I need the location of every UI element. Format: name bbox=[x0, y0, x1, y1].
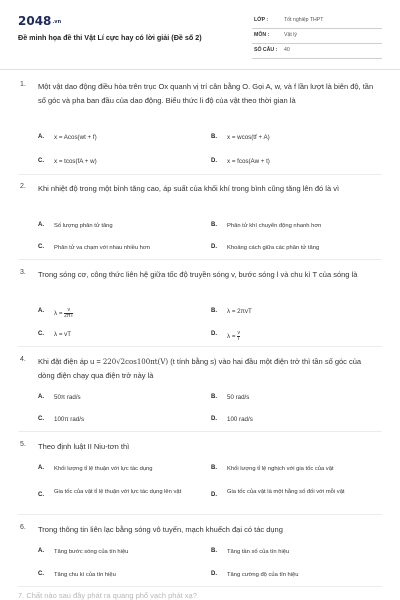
option-letter: D. bbox=[211, 571, 217, 577]
question-divider bbox=[18, 514, 382, 515]
question-text-part: Khi đặt điện áp u = bbox=[38, 357, 103, 366]
option-text: Tăng cường độ của tín hiệu bbox=[227, 572, 299, 578]
meta-key: MÔN : bbox=[254, 32, 270, 38]
option-letter: D. bbox=[211, 244, 217, 250]
option-text: 100π rad/s bbox=[54, 416, 85, 423]
document-title: Đề minh họa đề thi Vật Lí cực hay có lời giải (Đề số 2) bbox=[18, 33, 202, 42]
option-text: Tăng chu kì của tín hiệu bbox=[54, 572, 116, 578]
fraction-denominator: T bbox=[237, 336, 241, 342]
logo-main: 2048 bbox=[18, 14, 52, 28]
header-divider bbox=[0, 69, 400, 70]
question-divider bbox=[18, 259, 382, 260]
option-text: Khoảng cách giữa các phân tử tăng bbox=[227, 245, 320, 251]
question-divider bbox=[18, 431, 382, 432]
option-text: Phân tử va chạm với nhau nhiều hơn bbox=[54, 245, 150, 251]
option-letter: B. bbox=[211, 548, 217, 554]
option-formula bbox=[54, 308, 204, 319]
meta-key: SỐ CÂU : bbox=[254, 47, 278, 53]
question-divider bbox=[18, 586, 382, 587]
question-text bbox=[38, 355, 378, 383]
question-number: 1. bbox=[20, 81, 26, 88]
option-text: x = Acos(wt + f) bbox=[54, 134, 97, 141]
question-text: Một vật dao động điều hòa trên trục Ox quanh vị trí cân bằng O. Gọi A, w, và f lần lượt là biên độ, tần số góc và pha ban đầu của dao động. Biểu thức li độ của vật theo thời gian là bbox=[38, 82, 374, 105]
option-letter: C. bbox=[38, 571, 44, 577]
fraction-numerator: v bbox=[237, 330, 240, 336]
option-letter: C. bbox=[38, 416, 44, 422]
option-text: λ = 2πvT bbox=[227, 308, 252, 315]
option-letter: D. bbox=[211, 331, 217, 337]
question-text-part: (t tính bằng s) vào hai đầu một điện trở thì tần số góc của dòng điện chạy qua điện trở này là bbox=[38, 357, 362, 380]
option-letter: B. bbox=[211, 465, 217, 471]
option-text: λ = vT bbox=[54, 331, 72, 338]
option-text: Tăng tần số của tín hiệu bbox=[227, 549, 290, 555]
site-logo[interactable] bbox=[18, 14, 61, 28]
meta-value: Tốt nghiệp THPT bbox=[284, 17, 324, 23]
option-text: Khối lượng tỉ lệ thuận với lực tác dụng bbox=[54, 466, 153, 472]
option-text: 50π rad/s bbox=[54, 394, 81, 401]
option-text: x = wcos(tf + A) bbox=[227, 134, 270, 141]
logo-sub: .vn bbox=[52, 18, 62, 25]
option-letter: C. bbox=[38, 158, 44, 164]
fraction-numerator: v bbox=[67, 307, 71, 313]
option-letter: B. bbox=[211, 222, 217, 228]
question-text: Trong sóng cơ, công thức liên hệ giữa tốc độ truyền sóng v, bước sóng l và chu kì T của sóng là bbox=[38, 270, 358, 279]
formula-prefix: λ = bbox=[54, 310, 65, 318]
meta-value: Vật lý bbox=[284, 32, 297, 38]
option-text: 50 rad/s bbox=[227, 394, 250, 401]
option-text: Khối lượng tỉ lệ nghịch với gia tốc của vật bbox=[227, 466, 334, 472]
option-letter: B. bbox=[211, 308, 217, 314]
page-header bbox=[0, 0, 400, 62]
meta-row-count bbox=[252, 44, 382, 59]
fraction-denominator: 2πT bbox=[64, 313, 74, 319]
option-formula bbox=[227, 331, 377, 342]
option-letter: D. bbox=[211, 416, 217, 422]
meta-row-class bbox=[252, 14, 382, 29]
meta-key: LỚP : bbox=[254, 17, 269, 23]
question-number: 4. bbox=[20, 356, 26, 363]
option-letter: A. bbox=[38, 308, 44, 314]
option-text: 100 rad/s bbox=[227, 416, 253, 423]
option-letter: A. bbox=[38, 548, 44, 554]
question-divider bbox=[18, 346, 382, 347]
voltage-formula: 220√2cos100πt(V) bbox=[102, 358, 169, 366]
question-number: 2. bbox=[20, 183, 26, 190]
formula-prefix: λ = bbox=[227, 333, 238, 341]
meta-table bbox=[252, 14, 382, 59]
fraction bbox=[237, 331, 240, 342]
option-letter: A. bbox=[38, 465, 44, 471]
question-number: 6. bbox=[20, 524, 26, 531]
meta-value: 40 bbox=[284, 47, 290, 53]
option-letter: A. bbox=[38, 222, 44, 228]
question-number: 5. bbox=[20, 441, 26, 448]
option-text: Gia tốc của vật tỉ lệ thuận với lực tác dụng lên vật bbox=[54, 489, 182, 495]
fraction bbox=[64, 308, 73, 319]
option-letter: C. bbox=[38, 331, 44, 337]
question-text: Trong thông tin liên lạc bằng sóng vô tuyến, mạch khuếch đại có tác dụng bbox=[38, 525, 283, 534]
option-letter: B. bbox=[211, 394, 217, 400]
meta-row-subject bbox=[252, 29, 382, 44]
option-letter: C. bbox=[38, 244, 44, 250]
next-question-preview: 7. Chất nào sau đây phát ra quang phổ vạch phát xạ? bbox=[18, 591, 197, 600]
question-divider bbox=[18, 174, 382, 175]
question-text: Theo định luật II Niu-tơn thì bbox=[38, 442, 130, 451]
option-letter: C. bbox=[38, 492, 44, 498]
option-letter: A. bbox=[38, 134, 44, 140]
option-letter: D. bbox=[211, 158, 217, 164]
option-text: Số lượng phân tử tăng bbox=[54, 223, 113, 229]
option-text: x = tcos(fA + w) bbox=[54, 158, 97, 165]
option-text: Tăng bước sóng của tín hiệu bbox=[54, 549, 129, 555]
option-text: Phân tử khí chuyển động nhanh hơn bbox=[227, 223, 322, 229]
option-text: Gia tốc của vật là một hằng số đối với mỗi vật bbox=[227, 489, 345, 495]
option-text: x = fcos(Aw + t) bbox=[227, 158, 270, 165]
option-letter: A. bbox=[38, 394, 44, 400]
question-number: 3. bbox=[20, 269, 26, 276]
option-letter: B. bbox=[211, 134, 217, 140]
question-text: Khi nhiệt độ trong một bình tăng cao, áp suất của khối khí trong bình cũng tăng lên đó là vì bbox=[38, 184, 340, 193]
option-letter: D. bbox=[211, 492, 217, 498]
